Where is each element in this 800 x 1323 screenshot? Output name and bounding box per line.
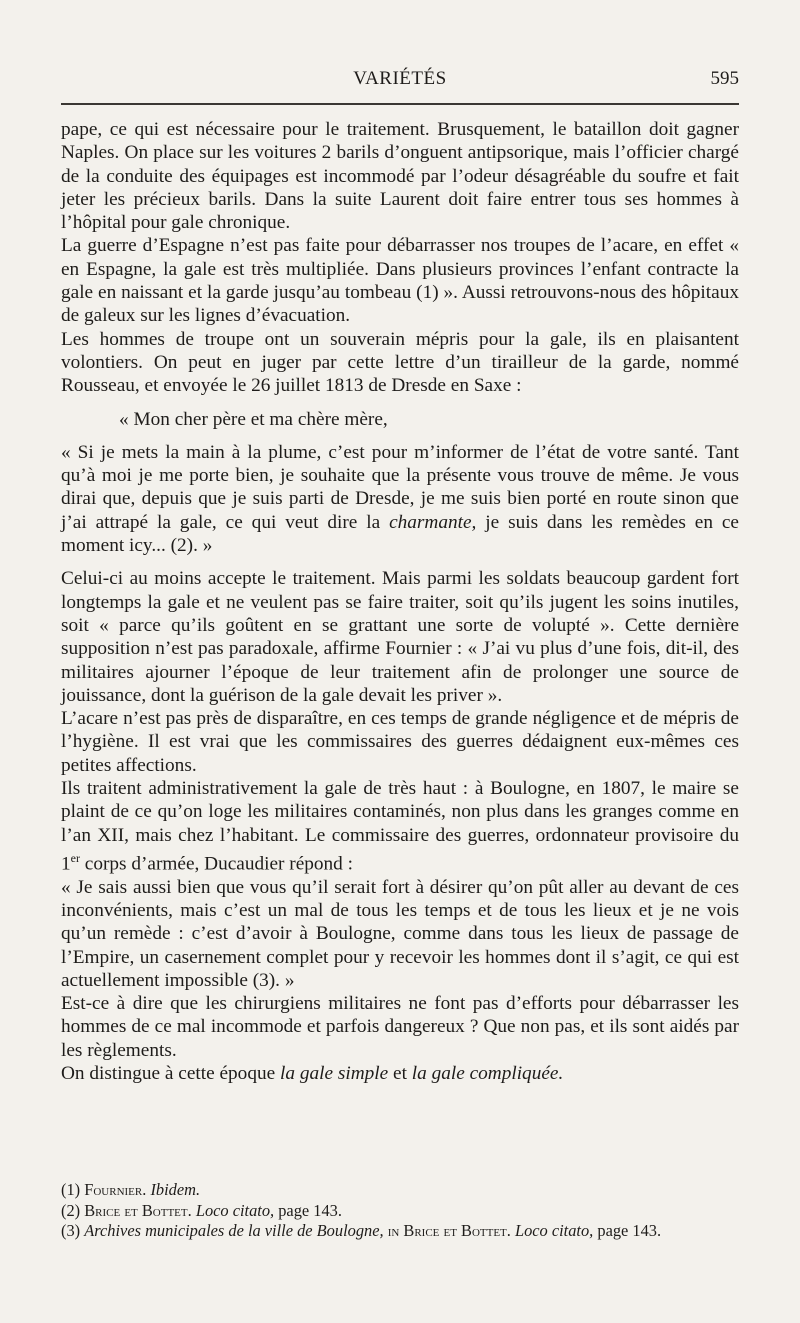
paragraph-text: Est-ce à dire que les chirurgiens militaires ne font pas d’efforts pour débarrasser les hommes de ce mal incommode et parfois dangereux ? Que non pas, et ils sont aidés par les règlements. xyxy=(61,993,739,1061)
footnote xyxy=(61,1221,739,1242)
footnote-author: Fournier. xyxy=(84,1180,147,1199)
quotation xyxy=(61,876,739,992)
footnote-text: page 143. xyxy=(274,1200,342,1220)
paragraph xyxy=(61,1062,739,1085)
paragraph-text: corps d’armée, Ducaudier répond : xyxy=(79,853,354,875)
paragraph-text: et xyxy=(388,1063,412,1084)
footnote-text: page 143. xyxy=(593,1221,662,1240)
page-number: 595 xyxy=(710,68,739,89)
paragraph xyxy=(61,328,739,398)
header-rule xyxy=(61,103,739,105)
italic-text: la gale simple xyxy=(280,1063,389,1084)
paragraph-text: La guerre d’Espagne n’est pas faite pour débarrasser nos troupes de l’acare, en effet « en Espagne, la gale est très multipliée. Dans plusieurs provinces l’enfant contracte la gale en naissant et la garde jusqu’au tombeau (1) ». Aussi retrouvons-nous des hôpitaux de galeux sur les lignes d’évacuation. xyxy=(61,235,739,327)
footnote-reference: Loco citato, xyxy=(195,1200,275,1220)
letter-salutation xyxy=(61,408,739,431)
paragraph xyxy=(61,567,739,707)
footnote xyxy=(61,1180,739,1201)
footnote-number: (3) xyxy=(61,1221,81,1240)
footnotes xyxy=(61,1180,739,1242)
footnote-text: in Brice et Bottet. xyxy=(383,1221,515,1240)
paragraph-text: je suis dans les remèdes en ce moment icy... (2). » xyxy=(61,511,739,557)
footnote-author: Brice et Bottet. xyxy=(84,1200,192,1220)
paragraph-text: L’acare n’est pas près de disparaître, en ces temps de grande négligence et de mépris de l’hygiène. Il est vrai que les commissaires des guerres dédaignent eux-mêmes ces petites affections. xyxy=(61,708,739,776)
italic-text: charmante, xyxy=(389,511,477,533)
footnote-reference: Loco citato, xyxy=(514,1221,594,1240)
superscript: er xyxy=(70,850,80,865)
footnote-number: (2) xyxy=(61,1200,81,1220)
running-title: VARIÉTÉS xyxy=(353,68,447,89)
footnote-number: (1) xyxy=(61,1180,81,1199)
paragraph xyxy=(61,992,739,1062)
footnote-reference: Archives municipales de la ville de Boulogne, xyxy=(84,1221,384,1240)
paragraph-text: « Mon cher père et ma chère mère, xyxy=(119,408,388,430)
paragraph-text: « Si je mets la main à la plume, c’est pour m’informer de l’état de votre santé. Tant qu’à moi je me porte bien, je souhaite que la présente vous trouve de même. Je vous dirai que, depuis que je suis parti de Dresde, je me suis bien porté en route sinon que j’ai attrapé la gale, ce qui veut dire la xyxy=(61,441,739,533)
letter-body xyxy=(61,441,739,557)
paragraph xyxy=(61,234,739,327)
paragraph-text: On distingue à cette époque xyxy=(61,1063,280,1084)
paragraph-text: Ils traitent administrativement la gale de très haut : à Boulogne, en 1807, le maire se plaint de ce qu’on loge les militaires contaminés, non plus dans les granges comme en l’an XII, mais chez l’habitant. Le commissaire des guerres, ordonnateur provisoire du 1 xyxy=(61,778,739,875)
paragraph xyxy=(61,777,739,876)
paragraph xyxy=(61,707,739,777)
italic-text: la gale compliquée. xyxy=(411,1063,564,1084)
running-header xyxy=(61,68,739,98)
paragraph xyxy=(61,118,739,234)
paragraph-text: Celui-ci au moins accepte le traitement. Mais parmi les soldats beaucoup gardent fort longtemps la gale et ne veulent pas se faire traiter, soit qu’ils jugent les soins inutiles, soit « parce qu’ils goûtent en se grattant une sorte de volupté ». Cette dernière supposition n’est pas paradoxale, affirme Fournier : « J’ai vu plus d’une fois, dit-il, des militaires ajourner l’époque de leur traitement afin de prolonger une source de jouissance, dont la guérison de la gale devait les priver ». xyxy=(61,568,739,706)
paragraph-text: « Je sais aussi bien que vous qu’il serait fort à désirer qu’on pût aller au devant de ces inconvénients, mais c’est un mal de tous les temps et de tous les lieux et je ne vois qu’un remède : c’est d’avoir à Boulogne, comme dans tous les lieux de passage de l’Empire, un casernement complet pour y recevoir les hommes dont il s’agit, ce qui est actuellement impossible (3). » xyxy=(61,876,739,991)
footnote xyxy=(61,1201,739,1222)
body-text xyxy=(61,118,739,1085)
paragraph-text: Les hommes de troupe ont un souverain mépris pour la gale, ils en plaisantent volontiers. On peut en juger par cette lettre d’un tirailleur de la garde, nommé Rousseau, et envoyée le 26 juillet 1813 de Dresde en Saxe : xyxy=(61,328,739,397)
footnote-reference: Ibidem. xyxy=(150,1180,201,1199)
paragraph-text: pape, ce qui est nécessaire pour le traitement. Brusquement, le bataillon doit gagner Naples. On place sur les voitures 2 barils d’onguent antipsorique, mais l’officier chargé de la conduite des équipages est incommodé par l’odeur désagréable du soufre et fait jeter les précieux barils. Dans la suite Laurent doit faire entrer tous ses hommes à l’hôpital pour gale chronique. xyxy=(61,119,739,234)
